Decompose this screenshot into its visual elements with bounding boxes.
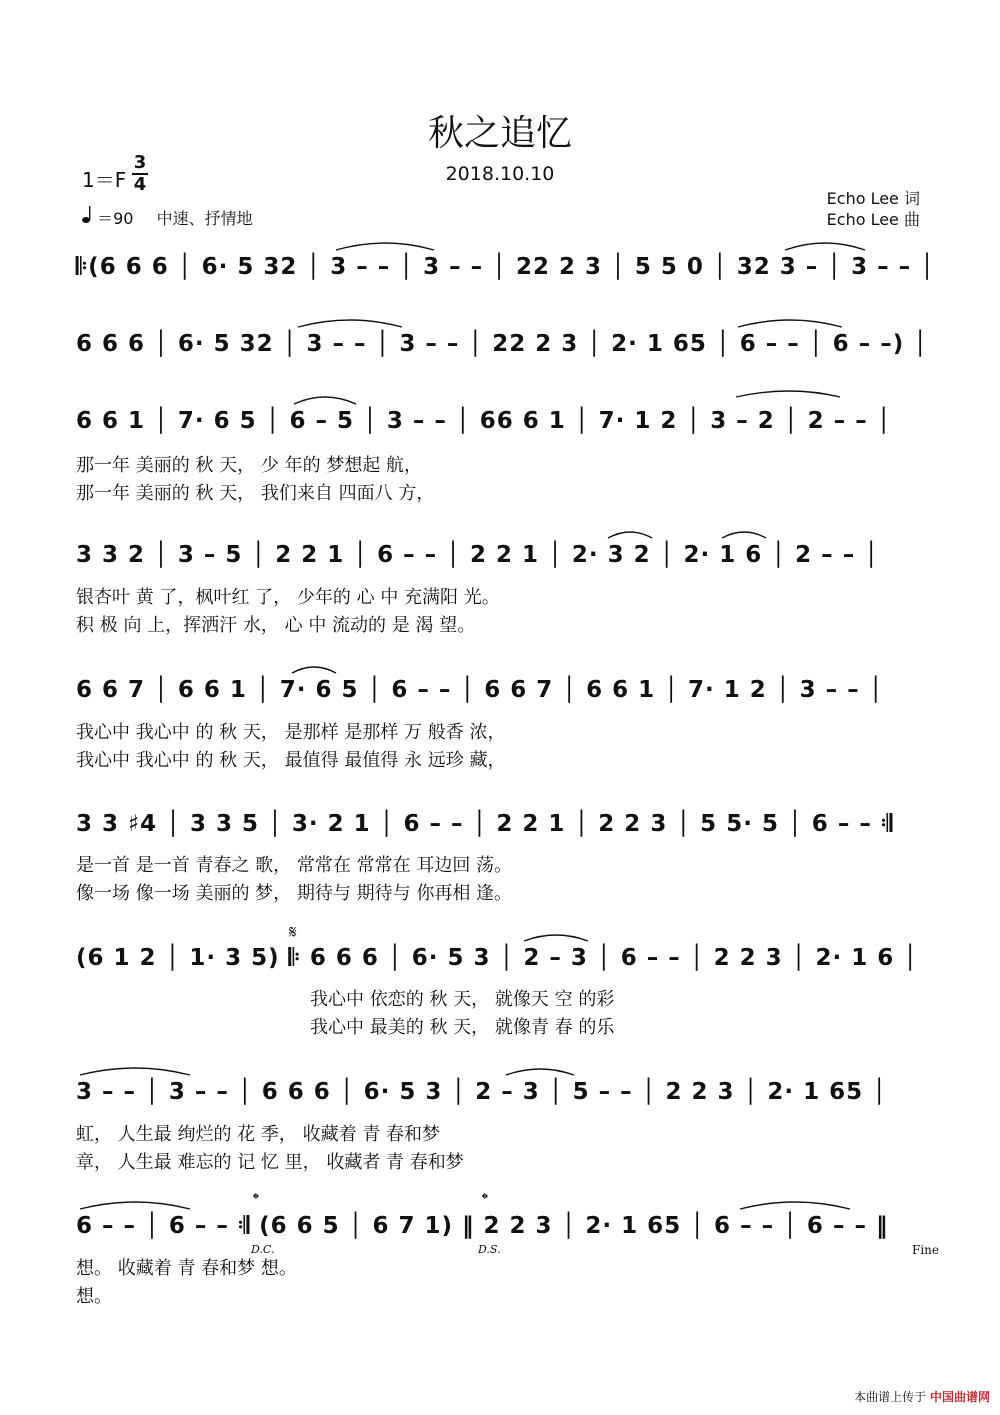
tie-arc (738, 320, 842, 327)
system-7-notes: (6 1 2 │ 1· 3 5) 𝄆 6 6 6 │ 6· 5 3 │ 2 – 3 │ 6 – – │ 2 2 3 │ 2· 1 6 │ (76, 945, 919, 971)
slur-arc (292, 667, 336, 673)
site-logo[interactable]: 中国曲谱网 (929, 1390, 990, 1404)
tempo-text: 中速、抒情地 (156, 209, 253, 228)
composer: Echo Lee 曲 (826, 210, 920, 229)
tie-arc (740, 1202, 850, 1209)
tie-arc (785, 243, 865, 250)
slur-arc (608, 532, 652, 538)
score-date: 2018.10.10 (445, 163, 555, 185)
fine-marking: Fine (912, 1243, 939, 1257)
tempo-value: ＝90 (97, 209, 134, 228)
system-4-lyric-1: 银杏叶 黄 了，枫叶红 了， 少年的 心 中 充满阳 光。 (76, 587, 500, 608)
coda-sign-2: 𝄌 (482, 1190, 488, 1210)
system-9-notes: 6 – – │ 6 – – 𝄇 (6 6 5 │ 6 7 1) ‖ 2 2 3 │ 2· 1 65 │ 6 – – │ 6 – – ‖ (76, 1213, 889, 1239)
system-9-lyric-2: 想。 (76, 1286, 112, 1307)
system-3-lyric-1: 那一年 美丽的 秋 天， 少 年的 梦想起 航， (76, 455, 423, 476)
system-8-lyric-2: 章， 人生最 难忘的 记 忆 里， 收藏者 青 春和梦 (76, 1152, 464, 1173)
system-6-lyric-1: 是一首 是一首 青春之 歌， 常常在 常常在 耳边回 荡。 (76, 855, 513, 876)
key-signature: 1＝F (82, 168, 127, 192)
system-5-lyric-1: 我心中 我心中 的 秋 天， 是那样 是那样 万 般香 浓， (76, 722, 506, 743)
score-title: 秋之追忆 (427, 113, 572, 154)
system-8-notes: 3 – – │ 3 – – │ 6 6 6 │ 6· 5 3 │ 2 – 3 │ 5 – – │ 2 2 3 │ 2· 1 65 │ (76, 1079, 888, 1105)
tie-arc (80, 1202, 190, 1209)
system-4-notes: 3 3 2 │ 3 – 5 │ 2 2 1 │ 6 – – │ 2 2 1 │ 2· 3 2 │ 2· 1 6 │ 2 – – │ (76, 542, 880, 568)
ds-marking: D.S. (478, 1243, 501, 1256)
system-9-lyric-1: 想。 收藏着 青 春和梦 想。 (76, 1258, 297, 1279)
footer-uploaded-text: 本曲谱上传于 (854, 1390, 927, 1404)
coda-sign-1: 𝄌 (253, 1190, 259, 1210)
tie-arc (298, 320, 402, 327)
dc-marking: D.C. (251, 1243, 275, 1256)
time-signature-top: 3 (133, 152, 147, 173)
system-1-notes: 𝄆(6 6 6 │ 6· 5 32 │ 3 – – │ 3 – – │ 22 2 3 │ 5 5 0 │ 32 3 – │ 3 – – │ (76, 254, 935, 280)
lyricist: Echo Lee 词 (826, 189, 920, 208)
system-4-lyric-2: 积 极 向 上，挥洒汗 水， 心 中 流动的 是 渴 望。 (76, 615, 476, 636)
segno-sign: 𝄋 (289, 922, 297, 943)
system-8-lyric-1: 虹， 人生最 绚烂的 花 季， 收藏着 青 春和梦 (76, 1124, 441, 1145)
system-5-notes: 6 6 7 │ 6 6 1 │ 7· 6 5 │ 6 – – │ 6 6 7 │ 6 6 1 │ 7· 1 2 │ 3 – – │ (76, 677, 884, 703)
system-5-lyric-2: 我心中 我心中 的 秋 天， 最值得 最值得 永 远珍 藏， (76, 750, 506, 771)
system-6-lyric-2: 像一场 像一场 美丽的 梦， 期待与 期待与 你再相 逢。 (76, 883, 513, 904)
system-3-lyric-2: 那一年 美丽的 秋 天， 我们来自 四面八 方， (76, 483, 435, 504)
slur-arc (294, 397, 356, 404)
system-6-notes: 3 3 ♯4 │ 3 3 5 │ 3· 2 1 │ 6 – – │ 2 2 1 │ 2 2 3 │ 5 5· 5 │ 6 – – 𝄇 (76, 811, 894, 837)
system-2-notes: 6 6 6 │ 6· 5 32 │ 3 – – │ 3 – – │ 22 2 3 │ 2· 1 65 │ 6 – – │ 6 – –) │ (76, 331, 929, 357)
time-signature-bottom: 4 (133, 174, 147, 195)
tie-arc (80, 1068, 190, 1075)
footer (854, 1388, 990, 1405)
system-3-notes: 6 6 1 │ 7· 6 5 │ 6 – 5 │ 3 – – │ 66 6 1 │ 7· 1 2 │ 3 – 2 │ 2 – – │ (76, 408, 892, 434)
system-7-lyric-1: 我心中 依恋的 秋 天， 就像天 空 的彩 (310, 989, 615, 1010)
tie-arc (336, 243, 434, 250)
slur-arc (722, 532, 766, 538)
slur-arc (524, 935, 588, 941)
slur-arc (506, 1069, 574, 1075)
slur-arc (736, 391, 840, 397)
system-7-lyric-2: 我心中 最美的 秋 天， 就像青 春 的乐 (310, 1017, 615, 1038)
